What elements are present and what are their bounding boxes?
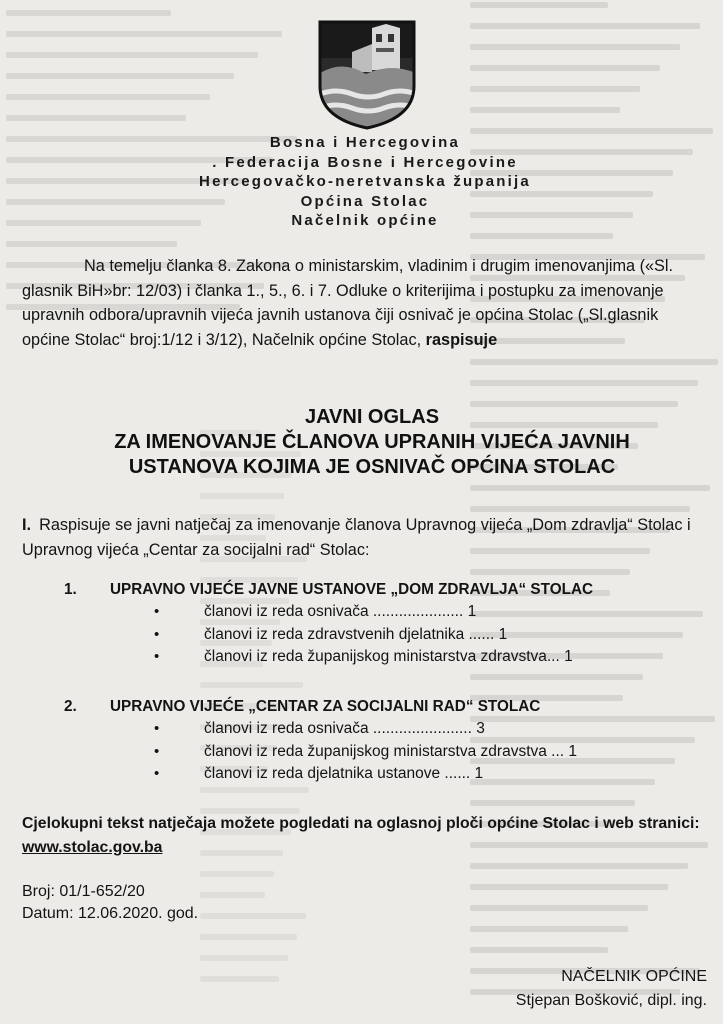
board-centar-za-socijalni-rad — [64, 696, 704, 786]
header-municipality: Općina Stolac — [300, 192, 430, 210]
member-list — [64, 718, 704, 786]
list-item — [64, 763, 704, 786]
header-federation: . Federacija Bosne i Hercegovine — [212, 153, 518, 171]
title-line-2: ZA IMENOVANJE ČLANOVA UPRANIH VIJEĆA JAVNIH — [114, 431, 630, 453]
intro-paragraph — [22, 254, 710, 352]
board-number: 2. — [64, 698, 77, 715]
board-heading — [64, 579, 704, 601]
board-heading — [64, 696, 704, 718]
list-item-text: članovi iz reda osnivača ..................... 1 — [204, 603, 477, 620]
header-country: Bosna i Hercegovina — [269, 134, 461, 151]
bullet-icon: • — [154, 648, 160, 665]
signatory-name: Stjepan Bošković, dipl. ing. — [515, 992, 707, 1009]
list-item — [64, 741, 704, 764]
list-item-text: članovi iz reda županijskog ministarstva zdravstva ... 1 — [204, 742, 578, 760]
issuer-header — [110, 133, 620, 231]
reference-date: Datum: 12.06.2020. god. — [22, 905, 199, 922]
coat-of-arms-icon — [316, 18, 418, 130]
full-text-notice — [22, 812, 712, 859]
section-1 — [22, 513, 712, 562]
member-list — [64, 601, 704, 669]
header-canton: Hercegovačko-neretvanska županija — [199, 173, 531, 191]
reference-number: Broj: 01/1-652/20 — [22, 883, 145, 900]
board-number: 1. — [64, 581, 77, 598]
list-item-text: članovi iz reda djelatnika ustanove ...... 1 — [204, 765, 484, 782]
list-item-text: članovi iz reda osnivača ....................... 3 — [204, 720, 485, 737]
bullet-icon: • — [154, 625, 160, 643]
board-title: UPRAVNO VIJEĆE „CENTAR ZA SOCIJALNI RAD“ STOLAC — [110, 698, 541, 715]
bullet-icon: • — [154, 765, 160, 782]
intro-bold-end: raspisuje — [425, 330, 498, 349]
notice-text: Cjelokupni tekst natječaja možete pogledati na oglasnoj ploči općine Stolac i web stranici: — [22, 815, 700, 832]
title-line-1: JAVNI OGLAS — [304, 406, 440, 428]
board-dom-zdravlja — [64, 579, 704, 669]
bullet-icon: • — [154, 742, 160, 760]
list-item-text: članovi iz reda zdravstvenih djelatnika ...... 1 — [204, 625, 508, 643]
list-item — [64, 718, 704, 741]
list-item — [64, 646, 704, 669]
notice-title — [22, 405, 722, 480]
bullet-icon: • — [154, 603, 160, 620]
list-item-text: članovi iz reda županijskog ministarstva zdravstva... 1 — [204, 648, 573, 665]
website-link[interactable]: www.stolac.gov.ba — [22, 838, 163, 856]
intro-text: Na temelju članka 8. Zakona o ministarskim, vladinim i drugim imenovanjima («Sl. glasnik BiH»br: 12/03) i članka 1., 5., 6. i 7. Odluke o kriterijima i postupku za imenovanje upravnih odbora/upravnih vijeća javnih ustanova čiji osnivač je općina Stolac („Sl.glasnik općine Stolac“ broj:1/12 i 3/12), Načelnik općine Stolac, — [22, 257, 674, 349]
list-item — [64, 624, 704, 647]
board-title: UPRAVNO VIJEĆE JAVNE USTANOVE „DOM ZDRAVLJA“ STOLAC — [110, 581, 594, 598]
signatory-title: NAČELNIK OPĆINE — [561, 968, 707, 985]
section-text: Raspisuje se javni natječaj za imenovanje članova Upravnog vijeća „Dom zdravlja“ Stolac i Upravnog vijeća „Centar za socijalni rad“ Stolac: — [22, 516, 691, 559]
bullet-icon: • — [154, 720, 160, 737]
header-office: Načelnik općine — [291, 212, 439, 230]
title-line-3: USTANOVA KOJIMA JE OSNIVAČ OPĆINA STOLAC — [128, 456, 616, 478]
signature-block — [516, 965, 707, 1013]
list-item — [64, 601, 704, 624]
section-number: I. — [22, 516, 32, 534]
document-reference — [22, 881, 198, 925]
